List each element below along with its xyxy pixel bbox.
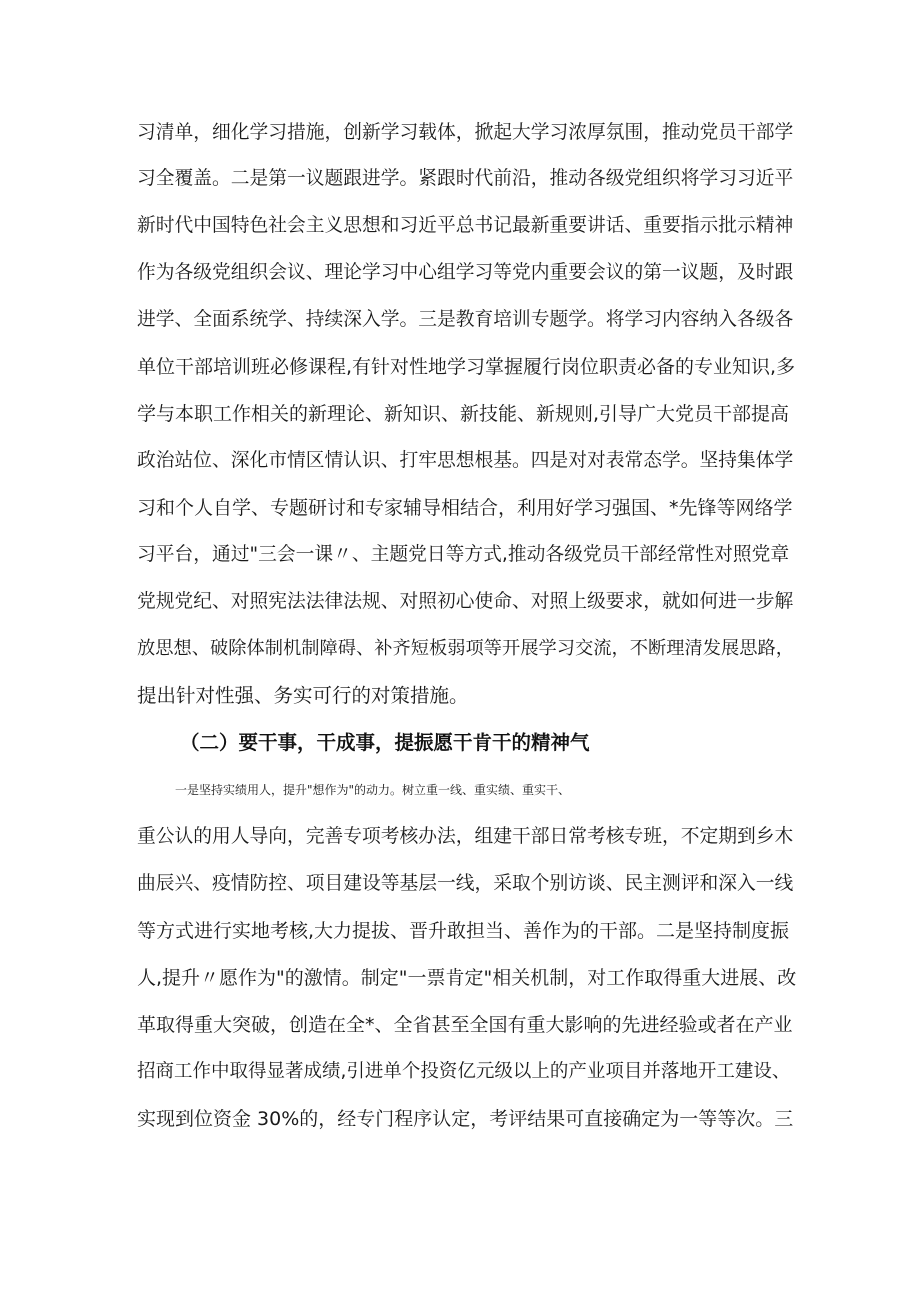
paragraph-line: 学与本职工作相关的新理论、新知识、新技能、新规则,引导广大党员干部提高 (137, 403, 790, 425)
paragraph-line: 党规党纪、对照宪法法律法规、对照初心使命、对照上级要求，就如何进一步解 (137, 591, 794, 612)
paragraph-line: 政治站位、深化市情区情认识、打牢思想根基。四是对对表常态学。坚持集体学 (137, 450, 794, 471)
paragraph-line: 招商工作中取得显著成绩,引进单个投资亿元级以上的产业项目并落地开工建设、 (137, 1061, 791, 1082)
paragraph-line: 重公认的用人导向，完善专项考核办法，组建干部日常考核专班，不定期到乡木 (137, 826, 794, 847)
paragraph-first-line: 一是坚持实绩用人，提升"想作为"的动力。树立重一线、重实绩、重实干、 (175, 783, 571, 797)
paragraph-line: 习平台，通过"三会一课〃、主题党日等方式,推动各级党员干部经常性对照党章 (137, 544, 790, 565)
paragraph-line: 革取得重大突破，创造在全*、全省甚至全国有重大影响的先进经验或者在产业 (137, 1014, 793, 1036)
paragraph-line: 进学、全面系统学、持续深入学。三是教育培训专题学。将学习内容纳入各级各 (137, 309, 794, 330)
paragraph-line: 曲辰兴、疫情防控、项目建设等基层一线，采取个别访谈、民主测评和深入一线 (137, 873, 794, 894)
section-heading: （二）要干事，干成事，提振愿干肯干的精神气 (180, 731, 590, 754)
paragraph-line: 习全覆盖。二是第一议题跟进学。紧跟时代前沿，推动各级党组织将学习习近平 (137, 168, 794, 189)
paragraph-line: 提出针对性强、务实可行的对策措施。 (137, 684, 469, 707)
paragraph-line: 习清单，细化学习措施，创新学习载体，掀起大学习浓厚氛围，推动党员干部学 (137, 122, 794, 143)
paragraph-line: 单位干部培训班必修课程,有针对性地学习掌握履行岗位职责必备的专业知识,多 (137, 356, 796, 378)
paragraph-line: 新时代中国特色社会主义思想和习近平总书记最新重要讲话、重要指示批示精神 (137, 215, 794, 236)
paragraph-line: 习和个人自学、专题研讨和专家辅导相结合，利用好学习强国、*先锋等网络学 (137, 497, 793, 519)
paragraph-line: 作为各级党组织会议、理论学习中心组学习等党内重要会议的第一议题，及时跟 (137, 262, 794, 283)
paragraph-line: 人,提升〃愿作为"的激情。制定"一票肯定"相关机制，对工作取得重大进展、改 (137, 967, 797, 989)
paragraph-line: 等方式进行实地考核,大力提拔、晋升敢担当、善作为的干部。二是坚持制度振 (137, 920, 790, 942)
paragraph-line: 放思想、破除体制机制障碍、补齐短板弱项等开展学习交流，不断理清发展思路， (137, 638, 794, 659)
paragraph-line: 实现到位资金 30%的，经专门程序认定，考评结果可直接确定为一等等次。三 (137, 1108, 794, 1130)
